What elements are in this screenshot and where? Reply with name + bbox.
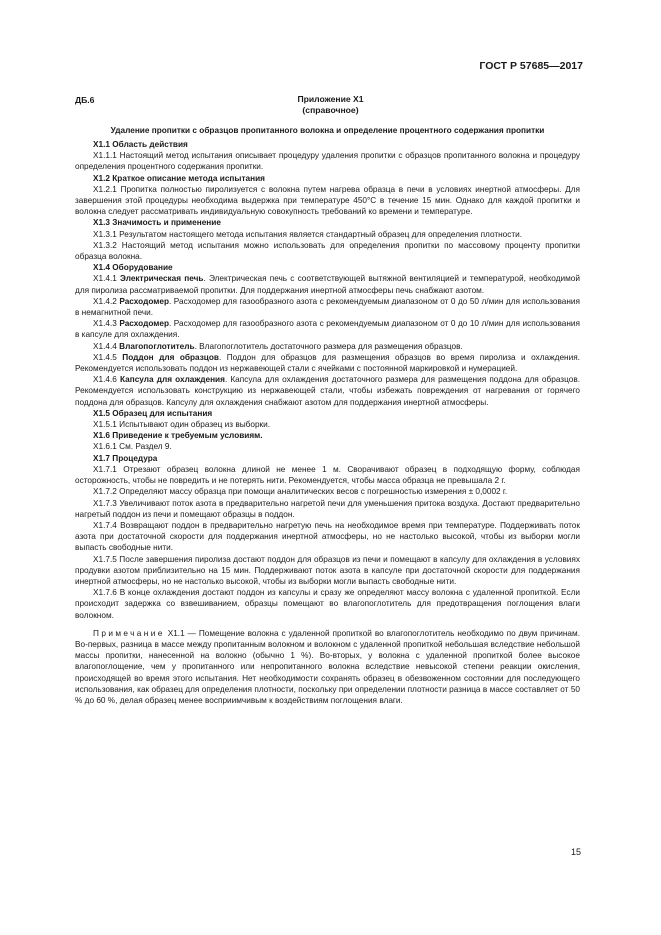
item-text: . Электрическая печь с соответствующей вытяжной вентиляцией и температурой, необходимой для пиролиза рассматриваемой пропитки. Для поддержания инертной атмосферы печь снабжают азотом.: [75, 274, 580, 295]
section-heading: X1.5 Образец для испытания: [93, 408, 213, 418]
note-text: X1.1 — Помещение волокна с удаленной пропиткой во влагопоглотитель необходимо по двум причинам. Во-первых, разница в массе между пропитанным волокном и волокном с удаленной пропиткой небольшая вследствие небольшой массы пропитки, нанесенной на волокно (обычно 1 %). Во-вторых, у волокна с удаленной пропиткой более высокое влагопоглощение, чем у пропитанного или непропитанного волокна вследствие невысокой степени реакции окисления, происходящей во время этого испытания. Нет необходимости сохранять образец в обезвоженном состоянии для последующего использования, как образец для определения плотности, поскольку при определении плотности разница в массе составляет от 50 % до 60 %, делая образец менее восприимчивым к воздействиям поглощения влаги.: [75, 628, 580, 705]
equipment-item: [75, 273, 580, 295]
paragraph: X1.7.6 В конце охлаждения достают поддон из капсулы и сразу же определяют массу волокна с удаленной пропиткой. Если происходит задержка со взвешиванием, образцы помещают во влагопоглотитель для предотвращения поглощения влаги волокном.: [75, 588, 580, 620]
section-heading: X1.3 Значимость и применение: [93, 218, 221, 228]
main-title: Удаление пропитки с образцов пропитанного волокна и определение процентного содержания пропитки: [110, 126, 545, 135]
note-label: Примечание: [93, 628, 165, 638]
item-number: X1.4.3: [93, 319, 120, 329]
paragraph: X1.5.1 Испытывают один образец из выборки.: [93, 420, 271, 430]
item-term: Влагопоглотитель: [119, 341, 195, 351]
paragraph: X1.3.1 Результатом настоящего метода испытания является стандартный образец для определения плотности.: [93, 229, 523, 239]
section-heading: X1.1 Область действия: [93, 140, 188, 149]
item-term: Капсула для охлаждения: [119, 375, 225, 385]
equipment-item: [75, 341, 580, 352]
section-heading: X1.4 Оборудование: [93, 263, 173, 273]
equipment-item: [75, 352, 580, 374]
item-text: . Влагопоглотитель достаточного размера для размещения образцов.: [194, 341, 463, 351]
section-heading: X1.6 Приведение к требуемым условиям.: [93, 431, 263, 441]
paragraph: X1.6.1 См. Раздел 9.: [93, 442, 172, 452]
appendix-heading: [0, 94, 661, 116]
item-term: Расходомер: [119, 296, 170, 306]
standard-header: ГОСТ Р 57685—2017: [479, 60, 583, 72]
item-number: X1.4.2: [93, 296, 120, 306]
item-number: X1.4.4: [93, 341, 120, 351]
paragraph: X1.3.2 Настоящий метод испытания можно использовать для определения пропитки по массовому проценту пропитки образца волокна.: [75, 240, 580, 262]
paragraph: X1.7.2 Определяют массу образца при помощи аналитических весов с погрешностью измерения ± 0,0002 г.: [93, 487, 508, 497]
paragraph: X1.7.4 Возвращают поддон в предварительно нагретую печь на необходимое время при температуре. Поддерживать поток азота при достаточной скорости для поддержания инертной атмосферы, но не настолько высокой, чтобы из выборки могли выпасть свободные нити.: [75, 520, 580, 553]
item-text: . Поддон для образцов для размещения образцов во время пиролиза и охлаждения. Рекомендуется использовать поддон из нержавеющей стали с ячейками с постоянной маркировкой и нумерацией.: [75, 352, 580, 374]
item-text: . Расходомер для газообразного азота с рекомендуемым диапазоном от 0 до 50 л/мин для использования в немагнитной печи.: [75, 296, 580, 318]
item-number: X1.4.5: [93, 352, 123, 362]
item-term: Электрическая печь: [120, 274, 204, 284]
item-number: X1.4.1: [93, 274, 121, 284]
equipment-item: [75, 318, 580, 340]
item-number: X1.4.6: [93, 375, 120, 385]
equipment-item: [75, 296, 580, 318]
paragraph: X1.7.3 Увеличивают поток азота в предварительно нагретой печи для уменьшения притока воздуха. Достают предварительно нагретый поддон из печи и помещают образцы в поддон.: [75, 498, 580, 519]
item-term: Поддон для образцов: [122, 352, 219, 362]
appendix-title: Приложение X1: [297, 94, 364, 104]
appendix-subtitle: (справочное): [302, 105, 359, 115]
paragraph: X1.1.1 Настоящий метод испытания описывает процедуру удаления пропитки с образцов пропитанного волокна и процедуру определения процентного содержания пропитки.: [75, 151, 580, 172]
item-text: . Расходомер для газообразного азота с рекомендуемым диапазоном от 0 до 10 л/мин для использования в капсуле для охлаждения.: [75, 319, 580, 340]
paragraph: X1.7.1 Отрезают образец волокна длиной не менее 1 м. Сворачивают образец в подходящую форму, соблюдая осторожность, чтобы не повредить и не потерять нити. Рекомендуется, чтобы масса образца не превышала 2 г.: [75, 464, 580, 486]
paragraph: X1.2.1 Пропитка полностью пиролизуется с волокна путем нагрева образца в печи в условиях инертной атмосферы. Для завершения этой процедуры необходима выдержка при температуре 450°С в течение 15 мин. Однако для каждой пропитки и волокна следует рассматривать индивидуальную совокупность требований ко времени и температуре.: [75, 184, 580, 217]
paragraph: X1.7.5 После завершения пиролиза достают поддон для образцов из печи и помещают в капсулу для охлаждения в условиях продувки азотом приблизительно на 15 мин. Поддерживают поток азота в капсуле при достаточной скорости для поддержания инертной атмосферы, но не настолько высокой, чтобы из выборки могли выпасть свободные нити.: [75, 554, 580, 586]
document-body: [75, 125, 580, 706]
equipment-item: [75, 374, 580, 408]
item-text: . Капсула для охлаждения достаточного размера для размещения поддона для образцов. Рекомендуется использовать конструкцию из нержавеющей стали, чтобы избежать повреждения от нагревания от горячего поддона для образцов. Капсулу для охлаждения снабжают азотом для поддержания инертной атмосферы.: [75, 375, 580, 407]
page-number: 15: [570, 847, 581, 857]
section-heading: X1.7 Процедура: [93, 453, 158, 463]
note: [75, 628, 580, 706]
item-term: Расходомер: [119, 319, 170, 329]
section-heading: X1.2 Краткое описание метода испытания: [93, 173, 265, 183]
section-code: ДБ.6: [75, 95, 95, 105]
